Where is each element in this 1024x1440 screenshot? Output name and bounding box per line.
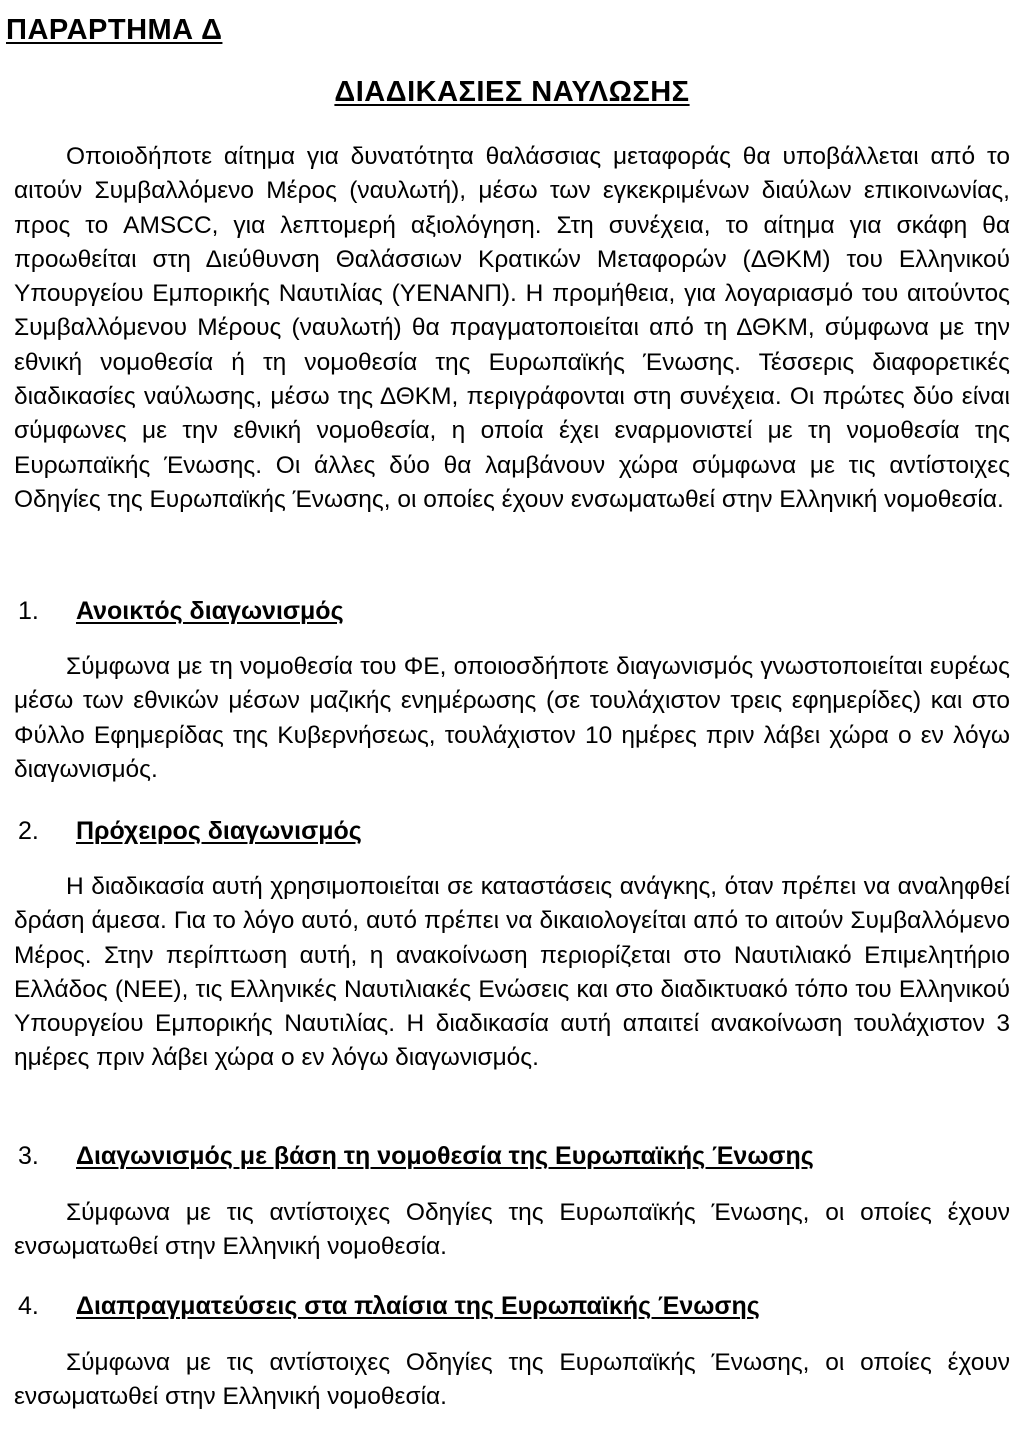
document-title: ΔΙΑΔΙΚΑΣΙΕΣ ΝΑΥΛΩΣΗΣ [334, 76, 690, 108]
section-body-text: Σύμφωνα με τις αντίστοιχες Οδηγίες της Ευρωπαϊκής Ένωσης, οι οποίες έχουν ενσωματωθεί στην Ελληνική νομοθεσία. [14, 1199, 1010, 1261]
annex-title: ΠΑΡΑΡΤΗΜΑ Δ [6, 14, 223, 46]
intro-paragraph-text: Οποιοδήποτε αίτημα για δυνατότητα θαλάσσιας μεταφοράς θα υποβάλλεται από το αιτούν Συμβαλλόμενο Μέρος (ναυλωτή), μέσω των εγκεκριμένων διαύλων επικοινωνίας, προς το AMSCC, για λεπτομερή αξιολόγηση. Στη συνέχεια, το αίτημα για σκάφη θα προωθείται στη Διεύθυνση Θαλάσσιων Κρατικών Μεταφορών (ΔΘΚΜ) του Ελληνικού Υπουργείου Εμπορικής Ναυτιλίας (ΥΕΝΑΝΠ). Η προμήθεια, για λογαριασμό του αιτούντος Συμβαλλόμενου Μέρους (ναυλωτή) θα πραγματοποιείται από τη ΔΘΚΜ, σύμφωνα με την εθνική νομοθεσία ή τη νομοθεσία της Ευρωπαϊκής Ένωσης. Τέσσερις διαφορετικές διαδικασίες ναύλωσης, μέσω της ΔΘΚΜ, περιγράφονται στη συνέχεια. Οι πρώτες δύο είναι σύμφωνες με την εθνική νομοθεσία, η οποία έχει εναρμονιστεί με τη νομοθεσία της Ευρωπαϊκής Ένωσης. Οι άλλες δύο θα λαμβάνουν χώρα σύμφωνα με τις αντίστοιχες Οδηγίες της Ευρωπαϊκής Ένωσης, οι οποίες έχουν ενσωματωθεί στην Ελληνική νομοθεσία. [14, 143, 1010, 513]
section-title: Ανοικτός διαγωνισμός [76, 597, 344, 625]
intro-paragraph [14, 140, 1010, 517]
section-body-text: Σύμφωνα με τις αντίστοιχες Οδηγίες της Ευρωπαϊκής Ένωσης, οι οποίες έχουν ενσωματωθεί στην Ελληνική νομοθεσία. [14, 1349, 1010, 1411]
section-number: 2. [18, 817, 39, 845]
section-heading-2 [18, 817, 1008, 846]
section-body-1 [14, 650, 1010, 787]
section-heading-4 [18, 1292, 1008, 1321]
section-number: 3. [18, 1142, 39, 1170]
section-title: Διαγωνισμός με βάση τη νομοθεσία της Ευρωπαϊκής Ένωσης [76, 1142, 814, 1170]
section-title: Πρόχειρος διαγωνισμός [76, 817, 362, 845]
section-number: 4. [18, 1292, 39, 1320]
section-heading-3 [18, 1142, 1008, 1171]
section-number: 1. [18, 597, 39, 625]
section-body-text: Η διαδικασία αυτή χρησιμοποιείται σε καταστάσεις ανάγκης, όταν πρέπει να αναληφθεί δράση άμεσα. Για το λόγο αυτό, αυτό πρέπει να δικαιολογείται από το αιτούν Συμβαλλόμενο Μέρος. Στην περίπτωση αυτή, η ανακοίνωση περιορίζεται στο Ναυτιλιακό Επιμελητήριο Ελλάδος (ΝΕΕ), τις Ελληνικές Ναυτιλιακές Ενώσεις και στο διαδικτυακό τόπο του Ελληνικού Υπουργείου Εμπορικής Ναυτιλίας. Η διαδικασία αυτή απαιτεί ανακοίνωση τουλάχιστον 3 ημέρες πριν λάβει χώρα ο εν λόγω διαγωνισμός. [14, 873, 1010, 1072]
section-title: Διαπραγματεύσεις στα πλαίσια της Ευρωπαϊκής Ένωσης [76, 1292, 760, 1320]
section-heading-1 [18, 597, 1008, 626]
section-body-text: Σύμφωνα με τη νομοθεσία του ΦΕ, οποιοσδήποτε διαγωνισμός γνωστοποιείται ευρέως μέσω των εθνικών μέσων μαζικής ενημέρωσης (σε τουλάχιστον τρεις εφημερίδες) και στο Φύλλο Εφημερίδας της Κυβερνήσεως, τουλάχιστον 10 ημέρες πριν λάβει χώρα ο εν λόγω διαγωνισμός. [14, 653, 1010, 783]
section-body-4 [14, 1346, 1010, 1415]
section-body-2 [14, 870, 1010, 1076]
section-body-3 [14, 1196, 1010, 1265]
